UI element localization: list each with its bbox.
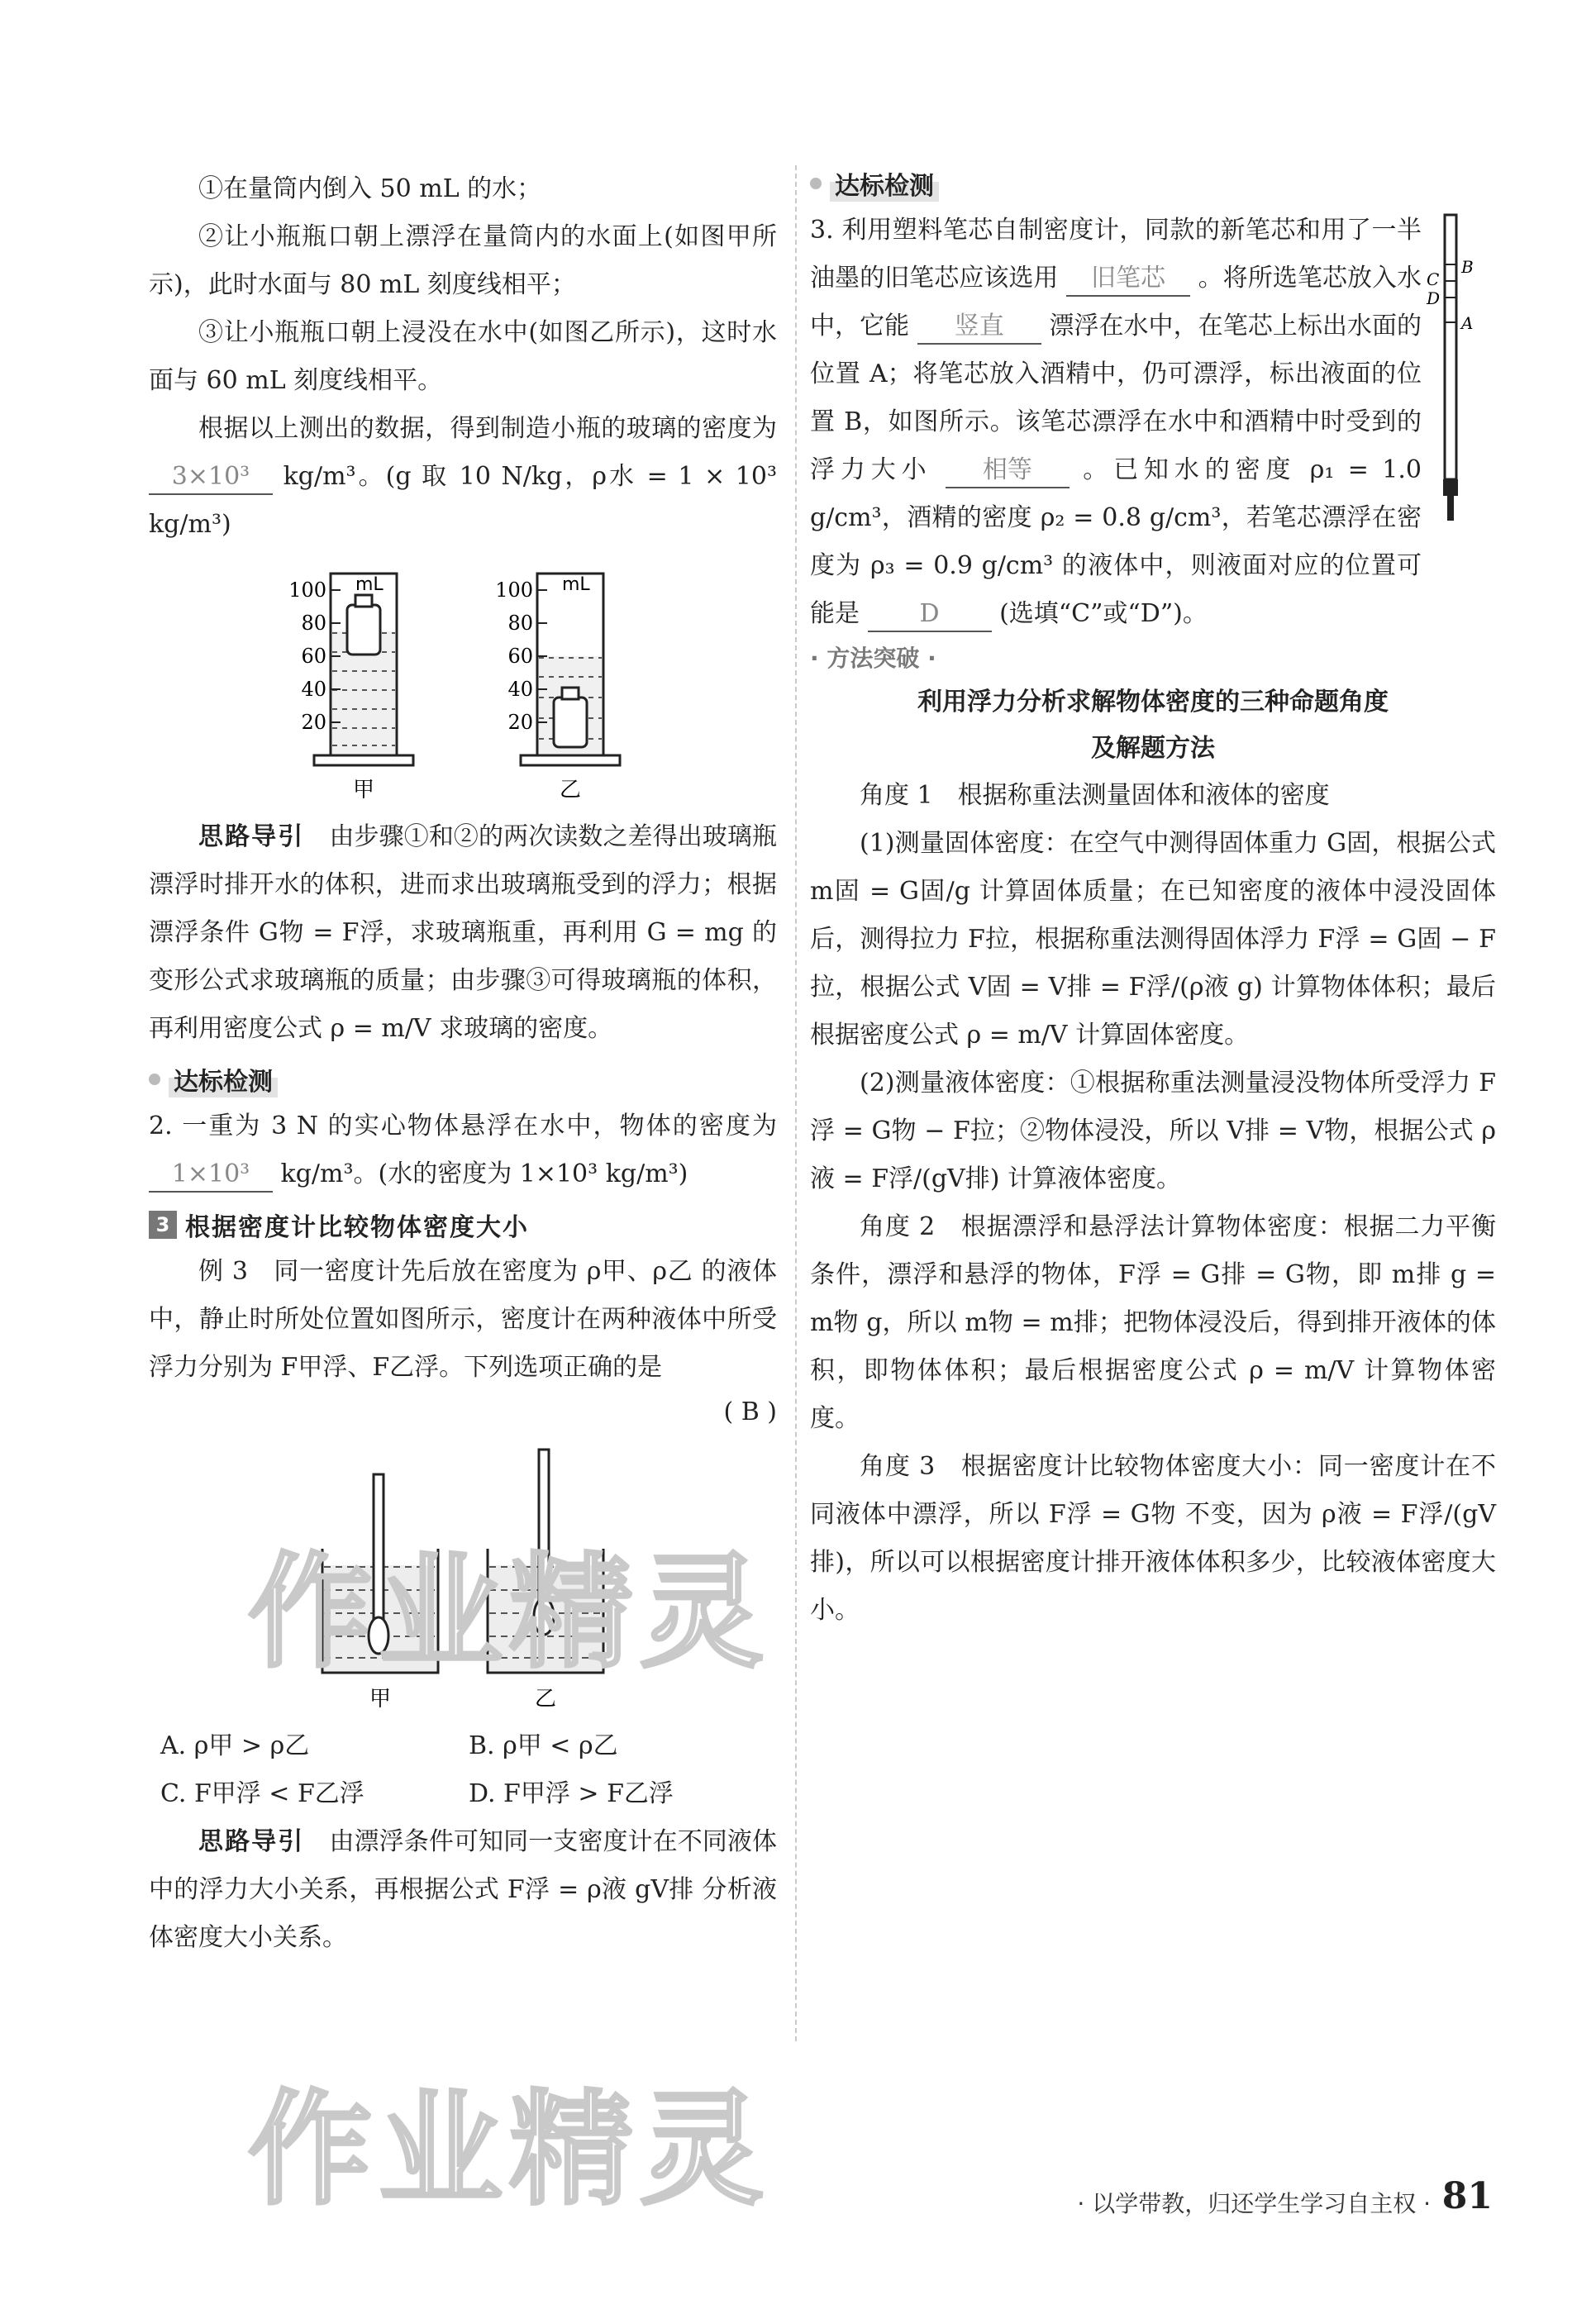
tick-b-80: 80 [507,612,533,635]
q3-part-e: (选填“C”或“D”)。 [999,599,1208,628]
watermark-2: 作业精灵 [248,2078,771,2222]
q3-part-d: 。已知水的密度 ρ₁ = 1.0 g/cm³，酒精的密度 ρ₂ = 0.8 g/cm³，若笔芯漂浮在密度为 ρ₃ = 0.9 g/cm³ 的液体中，则液面对应的位置可能是 [810,455,1422,628]
q3-part-c: 漂浮在水中，在笔芯上标出水面的位置 A；将笔芯放入酒精中，仍可漂浮，标出液面的位置 B，如图所示。该笔芯漂浮在水中和酒精中时受到的浮力大小 [810,312,1422,484]
hydrometer-label-jia: 甲 [369,1687,392,1712]
right-column [810,165,1496,1635]
figure-label-jia: 甲 [352,778,375,802]
question-3 [810,207,1422,638]
check-title-right: 达标检测 [830,165,939,202]
answer-blank-3b: 竖直 [917,310,1041,345]
pen-refill-figure [1422,207,1488,537]
step-1: ①在量筒内倒入 50 mL 的水； [198,174,542,203]
topic-title-2: 及解题方法 [1091,734,1215,763]
answer-blank-3c: 相等 [946,454,1070,488]
section-3-header [149,1207,777,1243]
left-column [149,165,777,1962]
q3-part-a: 3. 利用塑料笔芯自制密度计，同款的新笔芯和用了一半油墨的旧笔芯应该选用 [810,216,1422,293]
section-3-title: 根据密度计比较物体密度大小 [185,1213,529,1242]
bullet-icon [810,178,822,189]
guide-1-text: 由步骤①和②的两次读数之差得出玻璃瓶漂浮时排开水的体积，进而求出玻璃瓶受到的浮力；根据漂浮条件 G物 = F浮，求玻璃瓶重，再利用 G = mg 的变形公式求玻璃瓶的质量；由步骤③可得玻璃瓶的体积，再利用密度公式 ρ = m/V 求玻璃的密度。 [149,822,778,1043]
unit-label-a: mL [355,574,384,595]
guide-2-title: 思路导引 [198,1827,305,1856]
cylinder-a [288,574,413,802]
cylinder-b [495,574,620,802]
answer-blank-1: 3×10³ [149,460,273,495]
example-3: 例 3 同一密度计先后放在密度为 ρ甲、ρ乙 的液体中，静止时所处位置如图所示，密度计在两种液体中所受浮力分别为 F甲浮、F乙浮。下列选项正确的是 [149,1257,777,1382]
tick-a-40: 40 [301,678,326,701]
tick-b-40: 40 [507,678,533,701]
tick-a-100: 100 [288,578,326,602]
option-a: A. ρ甲 > ρ乙 [160,1731,310,1760]
answer-blank-3d: D [868,598,992,632]
tick-b-100: 100 [495,578,533,602]
step-2: ②让小瓶瓶口朝上漂浮在量筒内的水面上(如图甲所示)，此时水面与 80 mL 刻度线相平； [149,222,777,299]
question-2-prefix: 2. 一重为 3 N 的实心物体悬浮在水中，物体的密度为 [149,1112,777,1140]
bullet-icon [149,1074,160,1085]
angle-1-solid: (1)测量固体密度：在空气中测得固体重力 G固，根据公式 m固 = G固/g 计算固体质量；在已知密度的液体中浸没固体后，测得拉力 F拉，根据称重法测得固体浮力 F浮 = G固 − F拉，根据公式 V固 = V排 = F浮/(ρ液 g) 计算物体体积；最后根据密度公式 ρ = m/V 计算固体密度。 [810,829,1496,1050]
q3-part-b: 。将所选笔芯放入水中，它能 [810,264,1422,340]
hydrometer-label-yi: 乙 [534,1687,557,1712]
question-1-prefix: 根据以上测出的数据，得到制造小瓶的玻璃的密度为 [198,414,777,443]
step-3: ③让小瓶瓶口朝上浸没在水中(如图乙所示)，这时水面与 60 mL 刻度线相平。 [149,318,777,395]
example-3-answer: ( B ) [723,1397,777,1426]
guide-1 [149,813,777,1053]
pen-label-a: A [1461,313,1474,333]
answer-blank-3a: 旧笔芯 [1066,262,1190,297]
tick-b-60: 60 [507,645,533,668]
tick-a-60: 60 [301,645,326,668]
cylinder-figure [231,557,694,805]
question-2-suffix: kg/m³。(水的密度为 1×10³ kg/m³) [280,1159,688,1188]
question-1 [149,405,777,549]
angle-2: 角度 2 根据漂浮和悬浮法计算物体密度：根据二力平衡条件，漂浮和悬浮的物体，F浮 = G排 = G物，即 m排 g = m物 g，所以 m物 = m排；把物体浸没后，得到排开液体的体积，即物体体积；最后根据密度公式 ρ = m/V 计算物体密度。 [810,1212,1496,1433]
guide-2-text: 由漂浮条件可知同一支密度计在不同液体中的浮力大小关系，再根据公式 F浮 = ρ液 gV排 分析液体密度大小关系。 [149,1827,778,1952]
section-3-number: 3 [149,1211,177,1239]
question-1-suffix: kg/m³。(g 取 10 N/kg，ρ水 = 1 × 10³ kg/m³) [149,462,777,539]
pen-label-d: D [1427,288,1441,308]
check-header-right [810,165,1496,202]
angle-1-liquid: (2)测量液体密度：①根据称重法测量浸没物体所受浮力 F浮 = G物 − F拉；②物体浸没，所以 V排 = V物，根据公式 ρ液 = F浮/(gV排) 计算液体密度。 [810,1069,1496,1193]
guide-2 [149,1818,777,1962]
pen-label-c: C [1427,269,1440,289]
unit-label-b: mL [562,574,590,595]
topic-title-1: 利用浮力分析求解物体密度的三种命题角度 [917,688,1389,717]
guide-1-title: 思路导引 [198,822,305,851]
answer-blank-2: 1×10³ [149,1158,273,1193]
pen-label-b: B [1461,257,1474,277]
option-d: D. F甲浮 > F乙浮 [469,1779,674,1808]
options [149,1722,777,1818]
watermark-1: 作业精灵 [248,1541,771,1685]
check-title-left: 达标检测 [169,1061,278,1097]
question-3-block [810,207,1496,638]
tick-a-80: 80 [301,612,326,635]
column-divider [795,165,797,2041]
option-b: B. ρ甲 < ρ乙 [469,1731,618,1760]
method-title: · 方法突破 · [810,645,936,672]
page-number: 81 [1441,2175,1493,2217]
question-2 [149,1102,777,1198]
angle-3: 角度 3 根据密度计比较物体密度大小：同一密度计在不同液体中漂浮，所以 F浮 = G物 不变，因为 ρ液 = F浮/(gV排)，所以可以根据密度计排开液体体积多少，比较液体密度大小。 [810,1452,1496,1625]
check-header-left [149,1061,777,1097]
tick-a-20: 20 [301,711,326,734]
option-c: C. F甲浮 < F乙浮 [160,1779,364,1808]
footer-slogan: · 以学带教，归还学生学习自主权 · [1077,2190,1431,2217]
figure-label-yi: 乙 [559,778,582,802]
tick-b-20: 20 [507,711,533,734]
angle-1-title: 角度 1 根据称重法测量固体和液体的密度 [860,781,1330,810]
